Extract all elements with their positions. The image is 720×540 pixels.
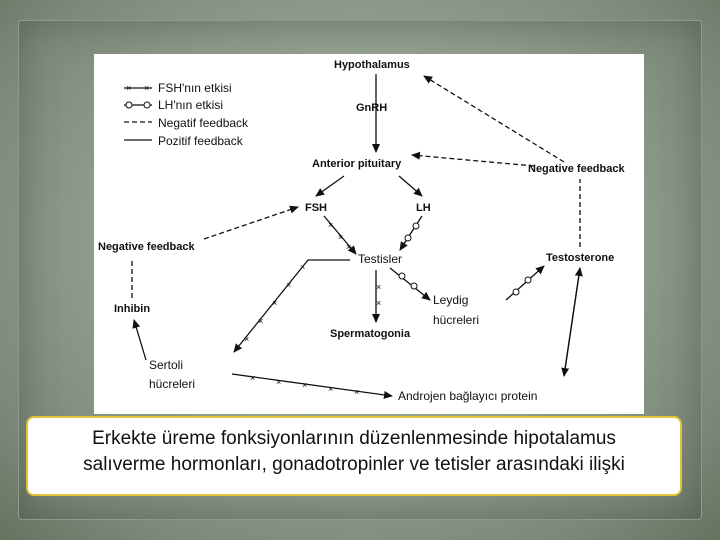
arrow-feedback-to-fsh	[204, 207, 298, 239]
legend-fsh-marks-2: ×	[144, 83, 150, 93]
caption-box	[26, 416, 682, 496]
hormone-diagram	[94, 54, 644, 414]
svg-text:×: ×	[376, 298, 382, 308]
node-leydig-1: Leydig	[433, 293, 469, 307]
arrow-sertoli-androjen	[232, 374, 392, 396]
svg-text:×: ×	[276, 377, 282, 387]
legend-lh-label: LH'nın etkisi	[158, 98, 223, 112]
svg-text:×: ×	[354, 387, 360, 397]
arrow-feedback-to-hypothalamus	[424, 76, 564, 162]
arrow-sertoli-inhibin	[134, 320, 146, 360]
node-lh: LH	[416, 202, 431, 214]
node-leydig-2: hücreleri	[433, 313, 480, 327]
arrow-androjen-testosterone	[564, 268, 580, 376]
svg-text:×: ×	[346, 242, 352, 252]
arrow-feedback-to-pituitary	[412, 155, 534, 166]
arrow-lh-testis	[400, 216, 422, 250]
lh-marks	[399, 223, 531, 295]
svg-text:×: ×	[302, 380, 308, 390]
caption-line-1: Erkekte üreme fonksiyonlarının düzenlenmesinde hipotalamus	[92, 428, 616, 449]
svg-text:×: ×	[338, 232, 344, 242]
node-fsh: FSH	[305, 202, 327, 214]
svg-text:×: ×	[244, 334, 250, 344]
fsh-marks	[244, 220, 381, 397]
arrow-testis-leydig	[390, 268, 430, 300]
node-inhibin: Inhibin	[114, 303, 151, 315]
arrow-pituitary-fsh	[316, 176, 344, 196]
legend-lh-circle	[126, 102, 132, 108]
svg-text:×: ×	[272, 298, 278, 308]
svg-text:×: ×	[250, 373, 256, 383]
legend-fsh-label: FSH'nın etkisi	[158, 81, 232, 95]
node-negative-feedback-right: Negative feedback	[528, 163, 625, 175]
node-androjen: Androjen bağlayıcı protein	[398, 389, 538, 403]
node-testisler: Testisler	[358, 252, 403, 266]
legend-lh-circle-2	[144, 102, 150, 108]
svg-text:×: ×	[300, 262, 306, 272]
node-spermatogonia: Spermatogonia	[330, 328, 411, 340]
legend-positive-label: Pozitif feedback	[158, 134, 243, 148]
node-hypothalamus: Hypothalamus	[334, 59, 410, 71]
node-sertoli-2: hücreleri	[149, 377, 196, 391]
node-negative-feedback-left: Negative feedback	[98, 241, 195, 253]
caption-line-2: salıverme hormonları, gonadotropinler ve tetisler arasındaki ilişki	[83, 454, 625, 475]
svg-text:×: ×	[328, 220, 334, 230]
svg-text:×: ×	[328, 384, 334, 394]
arrow-pituitary-lh	[399, 176, 422, 196]
legend-negative-label: Negatif feedback	[158, 116, 249, 130]
svg-text:×: ×	[376, 282, 382, 292]
node-anterior-pituitary: Anterior pituitary	[312, 158, 402, 170]
diagram-canvas	[94, 54, 644, 414]
legend	[124, 81, 249, 148]
legend-fsh-marks: ×	[126, 83, 132, 93]
node-testosterone: Testosterone	[546, 252, 615, 264]
node-sertoli-1: Sertoli	[149, 358, 184, 372]
svg-text:×: ×	[258, 316, 264, 326]
node-gnrh: GnRH	[356, 102, 388, 114]
svg-text:×: ×	[286, 280, 292, 290]
arrow-leydig-testosterone	[506, 266, 544, 300]
